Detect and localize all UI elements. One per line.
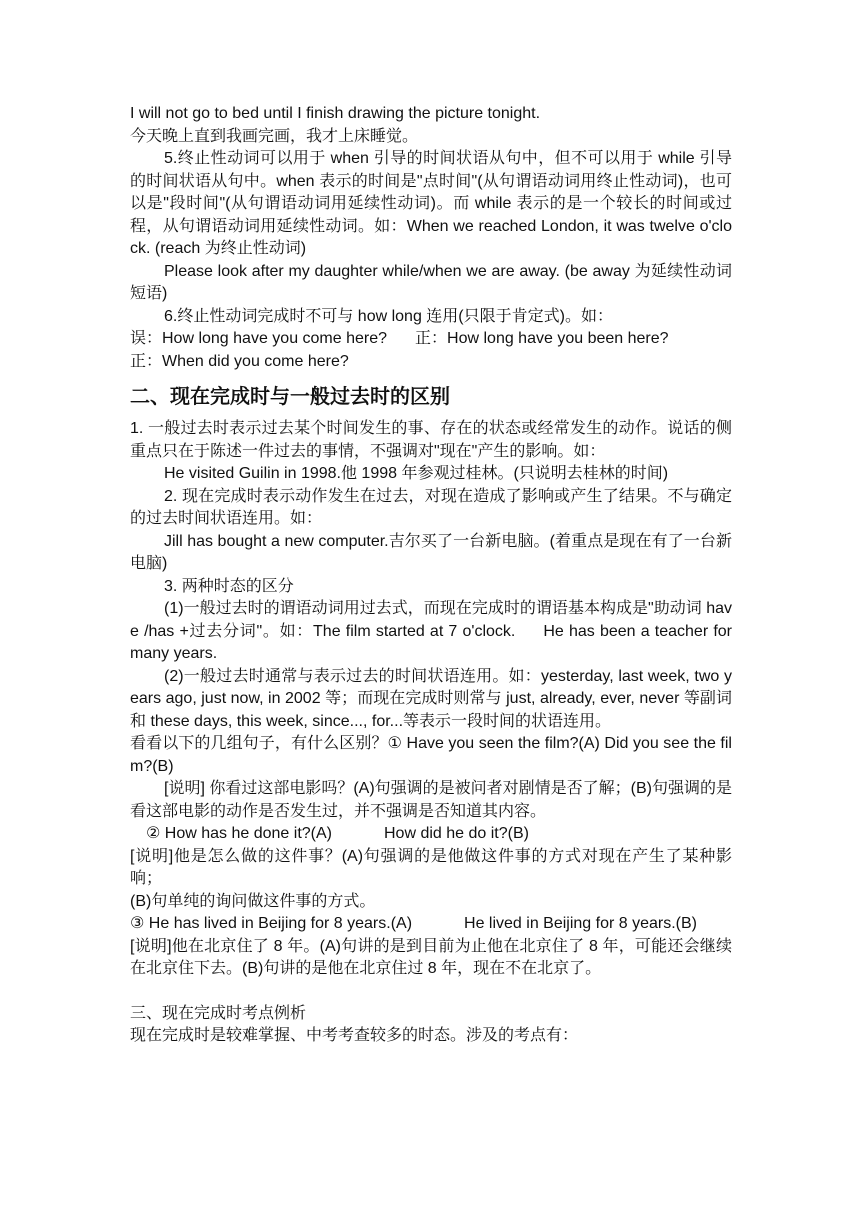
wrong-example: 误：How long have you come here? xyxy=(130,330,388,347)
paragraph-guilin-example: He visited Guilin in 1998.他 1998 年参观过桂林。(只说明去桂林的时间) xyxy=(164,465,669,482)
paragraph-distinction-1 xyxy=(130,598,732,666)
paragraph-explanation-1: [说明] 你看过这部电影吗？(A)句强调的是被问者对剧情是否了解；(B)句强调的是看这部电影的动作是否发生过，并不强调是否知道其内容。 xyxy=(130,780,732,820)
blank-line xyxy=(130,981,732,1003)
paragraph-distinction-2: (2)一般过去时通常与表示过去的时间状语连用。如：yesterday, last week, two years ago, just now, in 2002 等；而现在完成时则常与 just, already, ever, never 等副词和 these days, this week, since..., for...等表示一段时间的状语连用。 xyxy=(130,667,732,730)
section-heading-3: 三、现在完成时考点例析 xyxy=(130,1004,307,1022)
paragraph-exam-points-intro: 现在完成时是较难掌握、中考考查较多的时态。涉及的考点有： xyxy=(130,1027,579,1044)
paragraph-example-3 xyxy=(130,913,732,936)
right-example: 正：How long have you been here? xyxy=(415,330,669,347)
paragraph-right-example-2: 正：When did you come here? xyxy=(130,352,349,370)
example-2a: ② How has he done it?(A) xyxy=(146,825,332,842)
section-heading-2: 二、现在完成时与一般过去时的区别 xyxy=(130,384,450,408)
paragraph-present-perfect-definition: 2. 现在完成时表示动作发生在过去，对现在造成了影响或产生了结果。不与确定的过去时间状语连用。如： xyxy=(130,487,732,527)
paragraph-example-2 xyxy=(130,823,732,846)
example-3a: ③ He has lived in Beijing for 8 years.(A) xyxy=(130,915,413,932)
paragraph-compare-intro: 看看以下的几组句子，有什么区别？① Have you seen the film?(A) Did you see the film?(B) xyxy=(130,735,732,775)
distinction-1-example: He has been a teacher for many years. xyxy=(130,622,732,662)
paragraph-past-tense-definition: 1. 一般过去时表示过去某个时间发生的事、存在的状态或经常发生的动作。说话的侧重点只在于陈述一件过去的事情，不强调对"现在"产生的影响。如： xyxy=(130,420,732,460)
paragraph-explanation-2b: (B)句单纯的询问做这件事的方式。 xyxy=(130,892,376,910)
paragraph-wrong-right-example xyxy=(130,328,732,351)
paragraph-explanation-3: [说明]他在北京住了 8 年。(A)句讲的是到目前为止他在北京住了 8 年，可能还会继续在北京住下去。(B)句讲的是他在北京住过 8 年，现在不在北京了。 xyxy=(130,937,732,977)
paragraph-example-while: Please look after my daughter while/when we are away. (be away 为延续性动词短语) xyxy=(130,262,732,302)
paragraph-explanation-2: [说明]他是怎么做的这件事？(A)句强调的是他做这件事的方式对现在产生了某种影响； xyxy=(130,847,732,887)
paragraph-rule-5: 5.终止性动词可以用于 when 引导的时间状语从句中，但不可以用于 while 引导的时间状语从句中。when 表示的时间是"点时间"(从句谓语动词用终止性动词)，也可以是"段时间"(从句谓语动词用延续性动词)。而 while 表示的是一个较长的时间或过程，从句谓语动词用延续性动词。如：When we reached London, it was twelve o'clock. (reach 为终止性动词) xyxy=(130,150,732,257)
paragraph-rule-6: 6.终止性动词完成时不可与 how long 连用(只限于肯定式)。如： xyxy=(164,307,613,325)
example-2b: How did he do it?(B) xyxy=(384,825,529,842)
paragraph-example-until: I will not go to bed until I finish drawing the picture tonight. xyxy=(130,105,541,122)
example-3b: He lived in Beijing for 8 years.(B) xyxy=(464,915,697,932)
paragraph-example-until-translation: 今天晚上直到我画完画，我才上床睡觉。 xyxy=(130,127,419,145)
document-page xyxy=(130,103,732,1048)
distinction-1-text: (1)一般过去时的谓语动词用过去式，而现在完成时的谓语基本构成是"助动词 have /has +过去分词"。如：The film started at 7 o'clock. xyxy=(130,600,732,640)
paragraph-computer-example: Jill has bought a new computer.吉尔买了一台新电脑。(着重点是现在有了一台新电脑) xyxy=(130,532,732,572)
paragraph-distinction-title: 3. 两种时态的区分 xyxy=(164,577,294,595)
